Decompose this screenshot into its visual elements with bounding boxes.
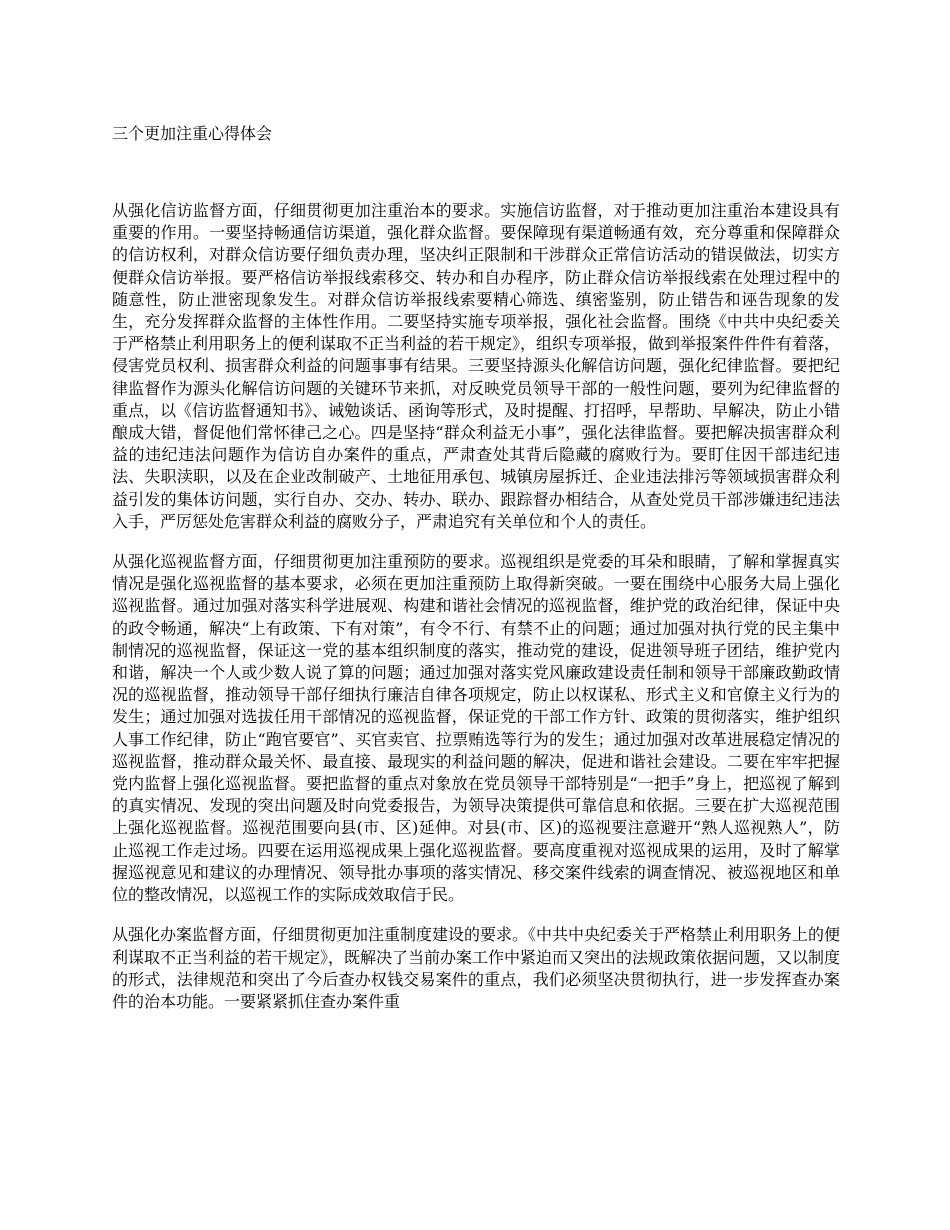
document-page (112, 122, 840, 1031)
paragraph-inspection-supervision: 从强化巡视监督方面，仔细贯彻更加注重预防的要求。巡视组织是党委的耳朵和眼睛，了解和掌握真实情况是强化巡视监督的基本要求，必须在更加注重预防上取得新突破。一要在围绕中心服务大局上强化巡视监督。通过加强对落实科学进展观、构建和谐社会情况的巡视监督，维护党的政治纪律，保证中央的政令畅通，解决“上有政策、下有对策”，有令不行、有禁不止的问题；通过加强对执行党的民主集中制情况的巡视监督，保证这一党的基本组织制度的落实，推动党的建设，促进领导班子团结，维护党内和谐，解决一个人或少数人说了算的问题；通过加强对落实党风廉政建设责任制和领导干部廉政勤政情况的巡视监督，推动领导干部仔细执行廉洁自律各项规定，防止以权谋私、形式主义和官僚主义行为的发生；通过加强对选拔任用干部情况的巡视监督，保证党的干部工作方针、政策的贯彻落实，维护组织人事工作纪律，防止“跑官要官”、买官卖官、拉票贿选等行为的发生；通过加强对改革进展稳定情况的巡视监督，推动群众最关怀、最直接、最现实的利益问题的解决，促进和谐社会建设。二要在牢牢把握党内监督上强化巡视监督。要把监督的重点对象放在党员领导干部特别是“一把手”身上，把巡视了解到的真实情况、发现的突出问题及时向党委报告，为领导决策提供可靠信息和依据。三要在扩大巡视范围上强化巡视监督。巡视范围要向县(市、区)延伸。对县(市、区)的巡视要注意避开“熟人巡视熟人”，防止巡视工作走过场。四要在运用巡视成果上强化巡视监督。要高度重视对巡视成果的运用，及时了解掌握巡视意见和建议的办理情况、领导批办事项的落实情况、移交案件线索的调查情况、被巡视地区和单位的整改情况，以巡视工作的实际成效取信于民。 (112, 552, 840, 905)
paragraph-case-supervision: 从强化办案监督方面，仔细贯彻更加注重制度建设的要求。《中共中央纪委关于严格禁止利用职务上的便利谋取不正当利益的若干规定》，既解决了当前办案工作中紧迫而又突出的法规政策依据问题，又以制度的形式，法律规范和突出了今后查办权钱交易案件的重点，我们必须坚决贯彻执行，进一步发挥查办案件的治本功能。一要紧紧抓住查办案件重 (112, 925, 841, 1011)
paragraph-petition-supervision: 从强化信访监督方面，仔细贯彻更加注重治本的要求。实施信访监督，对于推动更加注重治本建设具有重要的作用。一要坚持畅通信访渠道，强化群众监督。要保障现有渠道畅通有效，充分尊重和保障群众的信访权利，对群众信访要仔细负责办理，坚决纠正限制和干涉群众正常信访活动的错误做法，切实方便群众信访举报。要严格信访举报线索移交、转办和自办程序，防止群众信访举报线索在处理过程中的随意性，防止泄密现象发生。对群众信访举报线索要精心筛选、缜密鉴别，防止错告和诬告现象的发生，充分发挥群众监督的主体性作用。二要坚持实施专项举报，强化社会监督。围绕《中共中央纪委关于严格禁止利用职务上的便利谋取不正当利益的若干规定》，组织专项举报，做到举报案件件件有着落，侵害党员权利、损害群众利益的问题事事有结果。三要坚持源头化解信访问题，强化纪律监督。要把纪律监督作为源头化解信访问题的关键环节来抓，对反映党员领导干部的一般性问题，要列为纪律监督的重点，以《信访监督通知书》、诫勉谈话、函询等形式，及时提醒、打招呼，早帮助、早解决，防止小错酿成大错，督促他们常怀律己之心。四是坚持“群众利益无小事”，强化法律监督。要把解决损害群众利益的违纪违法问题作为信访自办案件的重点，严肃查处其背后隐藏的腐败行为。要盯住因干部违纪违法、失职渎职，以及在企业改制破产、土地征用承包、城镇房屋拆迁、企业违法排污等领域损害群众利益引发的集体访问题，实行自办、交办、转办、联办、跟踪督办相结合，从查处党员干部涉嫌违纪违法入手，严厉惩处危害群众利益的腐败分子，严肃追究有关单位和个人的责任。 (112, 201, 841, 531)
document-title: 三个更加注重心得体会 (112, 124, 273, 143)
